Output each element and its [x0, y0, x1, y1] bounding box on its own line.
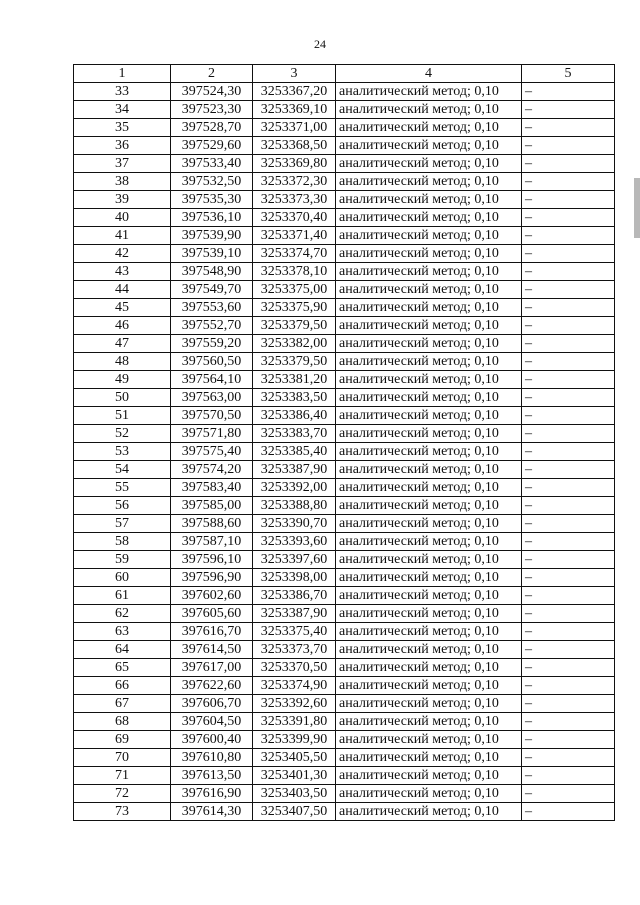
method-accuracy-cell: аналитический метод; 0,10 — [336, 731, 522, 749]
description-cell: – — [522, 407, 615, 425]
point-number-cell: 65 — [74, 659, 171, 677]
description-cell: – — [522, 173, 615, 191]
point-number-cell: 68 — [74, 713, 171, 731]
x-coordinate-cell: 397575,40 — [171, 443, 253, 461]
method-accuracy-cell: аналитический метод; 0,10 — [336, 227, 522, 245]
table-row — [74, 209, 615, 227]
x-coordinate-cell: 397536,10 — [171, 209, 253, 227]
description-cell: – — [522, 263, 615, 281]
table-body — [74, 65, 615, 821]
x-coordinate-cell: 397604,50 — [171, 713, 253, 731]
table-row — [74, 83, 615, 101]
description-cell: – — [522, 299, 615, 317]
y-coordinate-cell: 3253401,30 — [253, 767, 336, 785]
y-coordinate-cell: 3253370,50 — [253, 659, 336, 677]
description-cell: – — [522, 245, 615, 263]
description-cell: – — [522, 623, 615, 641]
table-row — [74, 227, 615, 245]
scan-edge-mark — [634, 178, 640, 238]
y-coordinate-cell: 3253370,40 — [253, 209, 336, 227]
method-accuracy-cell: аналитический метод; 0,10 — [336, 479, 522, 497]
x-coordinate-cell: 397614,30 — [171, 803, 253, 821]
x-coordinate-cell: 397596,10 — [171, 551, 253, 569]
description-cell: – — [522, 515, 615, 533]
method-accuracy-cell: аналитический метод; 0,10 — [336, 443, 522, 461]
coordinates-table — [73, 64, 615, 821]
x-coordinate-cell: 397583,40 — [171, 479, 253, 497]
x-coordinate-cell: 397602,60 — [171, 587, 253, 605]
table-row — [74, 803, 615, 821]
table-row — [74, 281, 615, 299]
x-coordinate-cell: 397571,80 — [171, 425, 253, 443]
method-accuracy-cell: аналитический метод; 0,10 — [336, 569, 522, 587]
x-coordinate-cell: 397616,70 — [171, 623, 253, 641]
method-accuracy-cell: аналитический метод; 0,10 — [336, 299, 522, 317]
y-coordinate-cell: 3253383,70 — [253, 425, 336, 443]
x-coordinate-cell: 397559,20 — [171, 335, 253, 353]
y-coordinate-cell: 3253369,10 — [253, 101, 336, 119]
description-cell: – — [522, 731, 615, 749]
x-coordinate-cell: 397605,60 — [171, 605, 253, 623]
description-cell: – — [522, 155, 615, 173]
method-accuracy-cell: аналитический метод; 0,10 — [336, 767, 522, 785]
table-row — [74, 677, 615, 695]
table-row — [74, 407, 615, 425]
x-coordinate-cell: 397563,00 — [171, 389, 253, 407]
x-coordinate-cell: 397614,50 — [171, 641, 253, 659]
method-accuracy-cell: аналитический метод; 0,10 — [336, 461, 522, 479]
point-number-cell: 69 — [74, 731, 171, 749]
y-coordinate-cell: 3253375,40 — [253, 623, 336, 641]
method-accuracy-cell: аналитический метод; 0,10 — [336, 533, 522, 551]
table-row — [74, 443, 615, 461]
column-header-5: 5 — [522, 65, 615, 83]
y-coordinate-cell: 3253375,00 — [253, 281, 336, 299]
description-cell: – — [522, 83, 615, 101]
method-accuracy-cell: аналитический метод; 0,10 — [336, 317, 522, 335]
y-coordinate-cell: 3253388,80 — [253, 497, 336, 515]
method-accuracy-cell: аналитический метод; 0,10 — [336, 119, 522, 137]
table-row — [74, 389, 615, 407]
x-coordinate-cell: 397524,30 — [171, 83, 253, 101]
point-number-cell: 46 — [74, 317, 171, 335]
table-row — [74, 641, 615, 659]
point-number-cell: 62 — [74, 605, 171, 623]
point-number-cell: 52 — [74, 425, 171, 443]
table-row — [74, 137, 615, 155]
y-coordinate-cell: 3253372,30 — [253, 173, 336, 191]
point-number-cell: 34 — [74, 101, 171, 119]
method-accuracy-cell: аналитический метод; 0,10 — [336, 137, 522, 155]
table-row — [74, 659, 615, 677]
x-coordinate-cell: 397532,50 — [171, 173, 253, 191]
description-cell: – — [522, 749, 615, 767]
x-coordinate-cell: 397617,00 — [171, 659, 253, 677]
description-cell: – — [522, 101, 615, 119]
y-coordinate-cell: 3253374,90 — [253, 677, 336, 695]
y-coordinate-cell: 3253367,20 — [253, 83, 336, 101]
x-coordinate-cell: 397570,50 — [171, 407, 253, 425]
y-coordinate-cell: 3253371,40 — [253, 227, 336, 245]
point-number-cell: 38 — [74, 173, 171, 191]
description-cell: – — [522, 569, 615, 587]
table-row — [74, 713, 615, 731]
method-accuracy-cell: аналитический метод; 0,10 — [336, 515, 522, 533]
x-coordinate-cell: 397616,90 — [171, 785, 253, 803]
y-coordinate-cell: 3253374,70 — [253, 245, 336, 263]
y-coordinate-cell: 3253386,40 — [253, 407, 336, 425]
y-coordinate-cell: 3253368,50 — [253, 137, 336, 155]
y-coordinate-cell: 3253373,30 — [253, 191, 336, 209]
description-cell: – — [522, 497, 615, 515]
x-coordinate-cell: 397552,70 — [171, 317, 253, 335]
table-row — [74, 335, 615, 353]
y-coordinate-cell: 3253371,00 — [253, 119, 336, 137]
point-number-cell: 57 — [74, 515, 171, 533]
method-accuracy-cell: аналитический метод; 0,10 — [336, 101, 522, 119]
method-accuracy-cell: аналитический метод; 0,10 — [336, 407, 522, 425]
method-accuracy-cell: аналитический метод; 0,10 — [336, 191, 522, 209]
point-number-cell: 63 — [74, 623, 171, 641]
description-cell: – — [522, 209, 615, 227]
table-row — [74, 191, 615, 209]
point-number-cell: 56 — [74, 497, 171, 515]
table-row — [74, 371, 615, 389]
point-number-cell: 43 — [74, 263, 171, 281]
method-accuracy-cell: аналитический метод; 0,10 — [336, 659, 522, 677]
point-number-cell: 40 — [74, 209, 171, 227]
point-number-cell: 45 — [74, 299, 171, 317]
column-header-4: 4 — [336, 65, 522, 83]
table-row — [74, 425, 615, 443]
point-number-cell: 37 — [74, 155, 171, 173]
x-coordinate-cell: 397560,50 — [171, 353, 253, 371]
table-header-row — [74, 65, 615, 83]
y-coordinate-cell: 3253399,90 — [253, 731, 336, 749]
method-accuracy-cell: аналитический метод; 0,10 — [336, 605, 522, 623]
column-header-2: 2 — [171, 65, 253, 83]
y-coordinate-cell: 3253392,60 — [253, 695, 336, 713]
description-cell: – — [522, 389, 615, 407]
point-number-cell: 61 — [74, 587, 171, 605]
description-cell: – — [522, 353, 615, 371]
y-coordinate-cell: 3253383,50 — [253, 389, 336, 407]
table-row — [74, 479, 615, 497]
table-row — [74, 569, 615, 587]
method-accuracy-cell: аналитический метод; 0,10 — [336, 641, 522, 659]
y-coordinate-cell: 3253398,00 — [253, 569, 336, 587]
table-row — [74, 119, 615, 137]
table-row — [74, 245, 615, 263]
y-coordinate-cell: 3253390,70 — [253, 515, 336, 533]
column-header-3: 3 — [253, 65, 336, 83]
method-accuracy-cell: аналитический метод; 0,10 — [336, 695, 522, 713]
method-accuracy-cell: аналитический метод; 0,10 — [336, 245, 522, 263]
point-number-cell: 53 — [74, 443, 171, 461]
y-coordinate-cell: 3253369,80 — [253, 155, 336, 173]
description-cell: – — [522, 191, 615, 209]
method-accuracy-cell: аналитический метод; 0,10 — [336, 173, 522, 191]
point-number-cell: 73 — [74, 803, 171, 821]
point-number-cell: 67 — [74, 695, 171, 713]
x-coordinate-cell: 397539,10 — [171, 245, 253, 263]
point-number-cell: 47 — [74, 335, 171, 353]
x-coordinate-cell: 397533,40 — [171, 155, 253, 173]
method-accuracy-cell: аналитический метод; 0,10 — [336, 263, 522, 281]
point-number-cell: 58 — [74, 533, 171, 551]
point-number-cell: 33 — [74, 83, 171, 101]
method-accuracy-cell: аналитический метод; 0,10 — [336, 803, 522, 821]
description-cell: – — [522, 335, 615, 353]
point-number-cell: 51 — [74, 407, 171, 425]
y-coordinate-cell: 3253407,50 — [253, 803, 336, 821]
table-row — [74, 767, 615, 785]
y-coordinate-cell: 3253391,80 — [253, 713, 336, 731]
y-coordinate-cell: 3253381,20 — [253, 371, 336, 389]
description-cell: – — [522, 371, 615, 389]
x-coordinate-cell: 397574,20 — [171, 461, 253, 479]
table-row — [74, 623, 615, 641]
description-cell: – — [522, 281, 615, 299]
point-number-cell: 54 — [74, 461, 171, 479]
table-row — [74, 695, 615, 713]
description-cell: – — [522, 461, 615, 479]
y-coordinate-cell: 3253378,10 — [253, 263, 336, 281]
method-accuracy-cell: аналитический метод; 0,10 — [336, 587, 522, 605]
table-row — [74, 785, 615, 803]
table-row — [74, 101, 615, 119]
y-coordinate-cell: 3253397,60 — [253, 551, 336, 569]
x-coordinate-cell: 397606,70 — [171, 695, 253, 713]
x-coordinate-cell: 397564,10 — [171, 371, 253, 389]
table-row — [74, 317, 615, 335]
description-cell: – — [522, 803, 615, 821]
x-coordinate-cell: 397548,90 — [171, 263, 253, 281]
description-cell: – — [522, 587, 615, 605]
method-accuracy-cell: аналитический метод; 0,10 — [336, 371, 522, 389]
description-cell: – — [522, 605, 615, 623]
table-row — [74, 263, 615, 281]
method-accuracy-cell: аналитический метод; 0,10 — [336, 677, 522, 695]
method-accuracy-cell: аналитический метод; 0,10 — [336, 155, 522, 173]
point-number-cell: 50 — [74, 389, 171, 407]
y-coordinate-cell: 3253379,50 — [253, 317, 336, 335]
table-row — [74, 533, 615, 551]
y-coordinate-cell: 3253393,60 — [253, 533, 336, 551]
y-coordinate-cell: 3253382,00 — [253, 335, 336, 353]
y-coordinate-cell: 3253405,50 — [253, 749, 336, 767]
point-number-cell: 48 — [74, 353, 171, 371]
method-accuracy-cell: аналитический метод; 0,10 — [336, 209, 522, 227]
table-row — [74, 731, 615, 749]
point-number-cell: 35 — [74, 119, 171, 137]
x-coordinate-cell: 397596,90 — [171, 569, 253, 587]
description-cell: – — [522, 641, 615, 659]
description-cell: – — [522, 227, 615, 245]
point-number-cell: 60 — [74, 569, 171, 587]
x-coordinate-cell: 397585,00 — [171, 497, 253, 515]
y-coordinate-cell: 3253386,70 — [253, 587, 336, 605]
x-coordinate-cell: 397528,70 — [171, 119, 253, 137]
description-cell: – — [522, 785, 615, 803]
description-cell: – — [522, 659, 615, 677]
point-number-cell: 42 — [74, 245, 171, 263]
description-cell: – — [522, 479, 615, 497]
x-coordinate-cell: 397529,60 — [171, 137, 253, 155]
method-accuracy-cell: аналитический метод; 0,10 — [336, 335, 522, 353]
x-coordinate-cell: 397588,60 — [171, 515, 253, 533]
point-number-cell: 64 — [74, 641, 171, 659]
description-cell: – — [522, 119, 615, 137]
y-coordinate-cell: 3253387,90 — [253, 461, 336, 479]
point-number-cell: 72 — [74, 785, 171, 803]
table-row — [74, 497, 615, 515]
method-accuracy-cell: аналитический метод; 0,10 — [336, 389, 522, 407]
y-coordinate-cell: 3253387,90 — [253, 605, 336, 623]
table-row — [74, 605, 615, 623]
description-cell: – — [522, 425, 615, 443]
point-number-cell: 49 — [74, 371, 171, 389]
y-coordinate-cell: 3253375,90 — [253, 299, 336, 317]
method-accuracy-cell: аналитический метод; 0,10 — [336, 425, 522, 443]
page-number: 24 — [314, 37, 326, 51]
description-cell: – — [522, 767, 615, 785]
description-cell: – — [522, 317, 615, 335]
table-row — [74, 515, 615, 533]
method-accuracy-cell: аналитический метод; 0,10 — [336, 497, 522, 515]
method-accuracy-cell: аналитический метод; 0,10 — [336, 785, 522, 803]
point-number-cell: 66 — [74, 677, 171, 695]
x-coordinate-cell: 397613,50 — [171, 767, 253, 785]
table-row — [74, 587, 615, 605]
x-coordinate-cell: 397622,60 — [171, 677, 253, 695]
y-coordinate-cell: 3253403,50 — [253, 785, 336, 803]
method-accuracy-cell: аналитический метод; 0,10 — [336, 713, 522, 731]
x-coordinate-cell: 397610,80 — [171, 749, 253, 767]
x-coordinate-cell: 397600,40 — [171, 731, 253, 749]
y-coordinate-cell: 3253379,50 — [253, 353, 336, 371]
table-row — [74, 461, 615, 479]
point-number-cell: 41 — [74, 227, 171, 245]
x-coordinate-cell: 397523,30 — [171, 101, 253, 119]
table-row — [74, 173, 615, 191]
x-coordinate-cell: 397549,70 — [171, 281, 253, 299]
description-cell: – — [522, 137, 615, 155]
point-number-cell: 44 — [74, 281, 171, 299]
method-accuracy-cell: аналитический метод; 0,10 — [336, 749, 522, 767]
description-cell: – — [522, 695, 615, 713]
x-coordinate-cell: 397539,90 — [171, 227, 253, 245]
point-number-cell: 55 — [74, 479, 171, 497]
description-cell: – — [522, 443, 615, 461]
point-number-cell: 39 — [74, 191, 171, 209]
y-coordinate-cell: 3253385,40 — [253, 443, 336, 461]
table-row — [74, 155, 615, 173]
point-number-cell: 71 — [74, 767, 171, 785]
method-accuracy-cell: аналитический метод; 0,10 — [336, 83, 522, 101]
description-cell: – — [522, 713, 615, 731]
table-row — [74, 551, 615, 569]
point-number-cell: 70 — [74, 749, 171, 767]
point-number-cell: 36 — [74, 137, 171, 155]
table-row — [74, 749, 615, 767]
method-accuracy-cell: аналитический метод; 0,10 — [336, 623, 522, 641]
table-row — [74, 299, 615, 317]
y-coordinate-cell: 3253392,00 — [253, 479, 336, 497]
method-accuracy-cell: аналитический метод; 0,10 — [336, 353, 522, 371]
column-header-1: 1 — [74, 65, 171, 83]
y-coordinate-cell: 3253373,70 — [253, 641, 336, 659]
description-cell: – — [522, 551, 615, 569]
description-cell: – — [522, 533, 615, 551]
x-coordinate-cell: 397587,10 — [171, 533, 253, 551]
x-coordinate-cell: 397535,30 — [171, 191, 253, 209]
x-coordinate-cell: 397553,60 — [171, 299, 253, 317]
method-accuracy-cell: аналитический метод; 0,10 — [336, 551, 522, 569]
method-accuracy-cell: аналитический метод; 0,10 — [336, 281, 522, 299]
description-cell: – — [522, 677, 615, 695]
table-row — [74, 353, 615, 371]
point-number-cell: 59 — [74, 551, 171, 569]
